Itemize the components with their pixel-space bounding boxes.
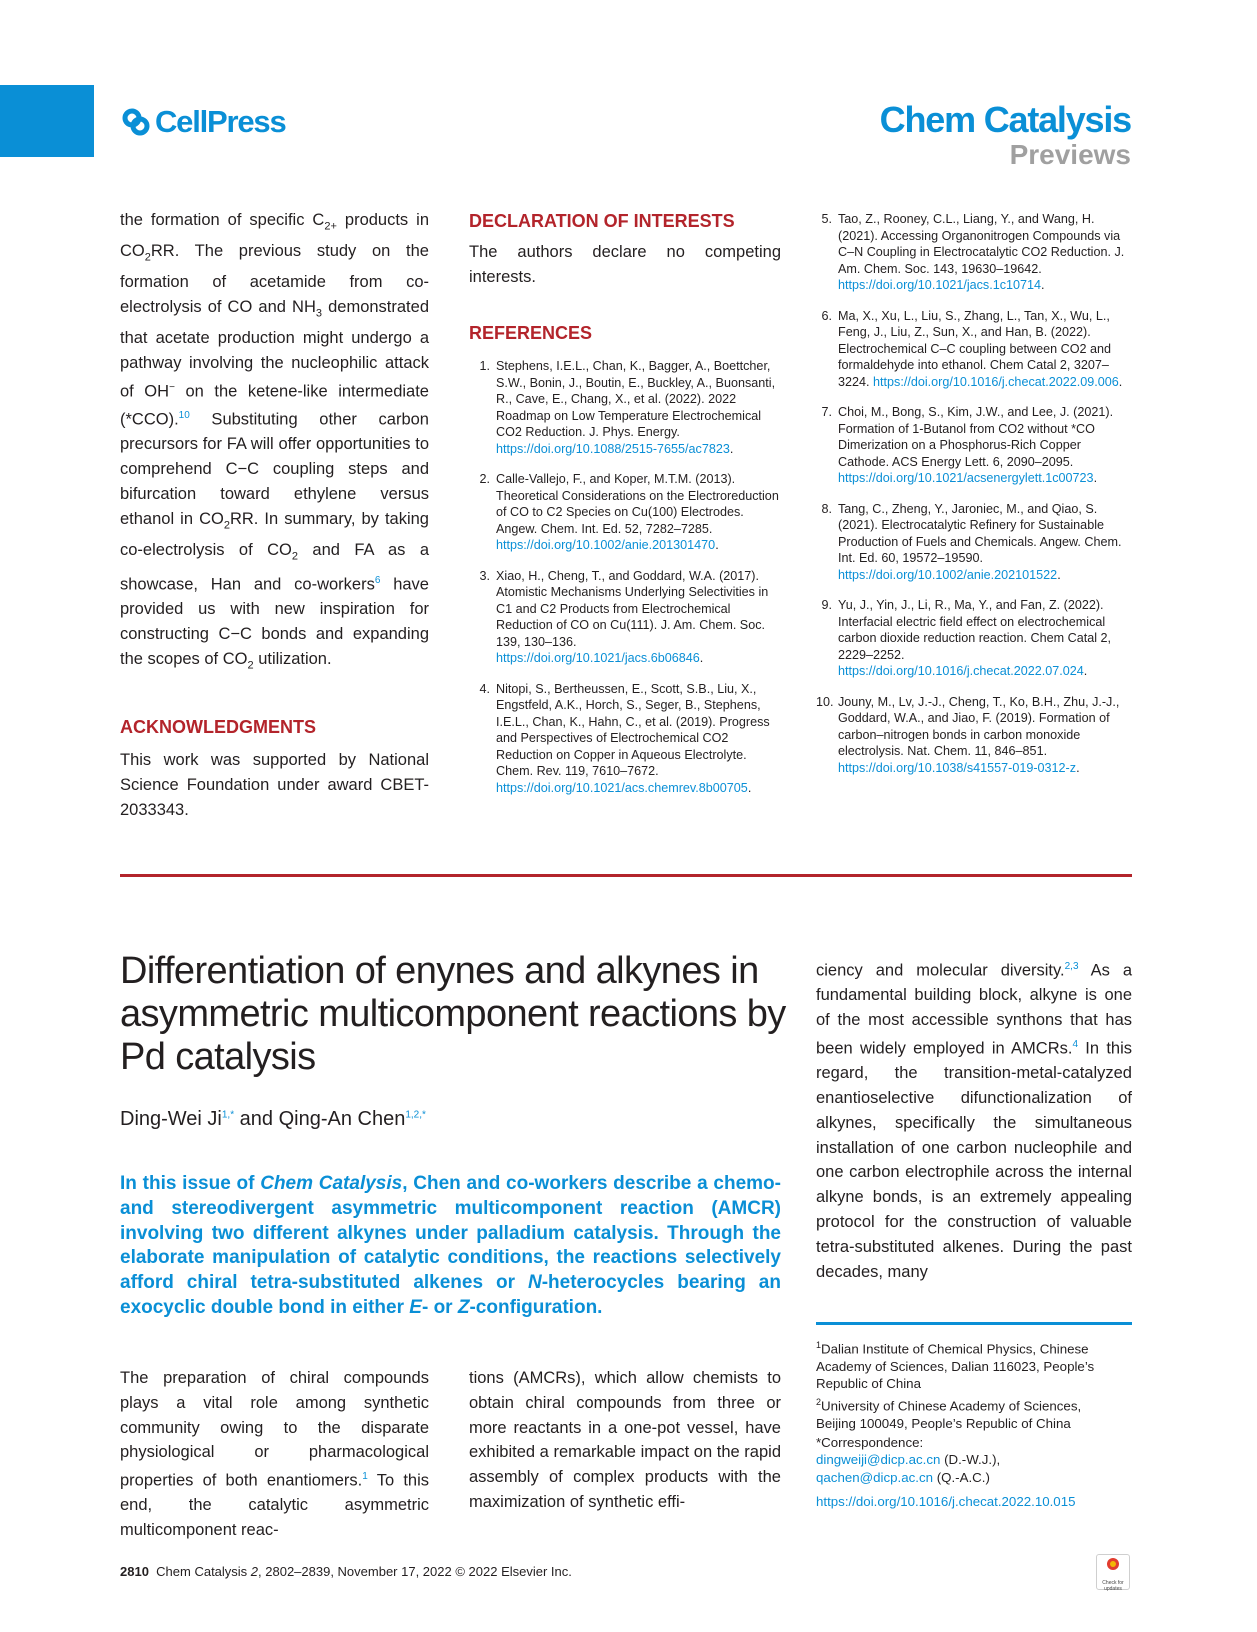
affiliation-link[interactable]: 1,* xyxy=(221,1109,235,1121)
acknowledgments-heading: ACKNOWLEDGMENTS xyxy=(120,717,316,737)
author-name: Ding-Wei Ji xyxy=(120,1108,222,1130)
bookmark-icon xyxy=(1105,1557,1121,1575)
body-col1-paragraph: The preparation of chiral compounds plays a vital role among synthetic community owing to the disparate physiological or pharmacological properties of both enantiomers.$^1$ To this end, the catalytic asymmetric multicomponent reac- xyxy=(120,1369,429,1540)
reference-doi-link[interactable]: https://doi.org/10.1021/acs.chemrev.8b00705 xyxy=(496,780,748,795)
reference-item: 7. Choi, M., Bong, S., Kim, J.W., and Lee, J. (2021). Formation of 1-Butanol from CO2 without *CO Dimerization on a Phosphorus-Rich Copper Cathode. ACS Energy Lett. 6, 2090–2095. https://doi.org/10.1021/acsenergylett.1c00723. xyxy=(816,404,1132,487)
reference-item: 10. Jouny, M., Lv, J.-J., Cheng, T., Ko, B.H., Zhu, J.-J., Goddard, W.A., and Jiao, F. (2019). Formation of carbon–nitrogen bonds in carbon monoxide electrolysis. Nat. Chem. 11, 846–851. https://doi.org/10.1038/s41557-019-0312-z. xyxy=(816,694,1120,775)
brand-color-block xyxy=(0,85,94,157)
reference-number: 2. xyxy=(479,472,490,486)
reference-item: 9. Yu, J., Yin, J., Li, R., Ma, Y., and Fan, Z. (2022). Interfacial electric field effect on electrochemical carbon dioxide reduction reaction. Chem Catal 2, 2229–2252. https://doi.org/10.1016/j.checat.2022.07.024. xyxy=(816,597,1132,680)
reference-list-right xyxy=(816,211,1132,790)
declaration-text: The authors declare no competing interests. xyxy=(469,243,781,286)
reference-number: 8. xyxy=(821,501,832,516)
reference-number: 3. xyxy=(479,568,490,583)
reference-text: Yu, J., Yin, J., Li, R., Ma, Y., and Fan, Z. (2022). Interfacial electric field effect on electrochemical carbon dioxide reduction reaction. Chem Catal 2, 2229–2252. xyxy=(838,598,1112,662)
affiliation-1: $^1$Dalian Institute of Chemical Physics, Chinese Academy of Sciences, Dalian 116023, People’s Republic of China xyxy=(816,1340,1095,1392)
reference-list-left xyxy=(474,358,782,810)
email-link[interactable]: qachen@dicp.ac.cn xyxy=(816,1469,933,1485)
top-col1-paragraph: the formation of specific $C_{2+}$ products in $CO_2RR$. The previous study on the formation of acetamide from co-electrolysis of CO and $NH_3$ demonstrated that acetate production might undergo a pathway involving the nucleophilic attack of OH− on the ketene-like intermediate (*CCO).$^{10}$ Substituting other carbon precursors for FA will offer opportunities to comprehend C−C coupling steps and bifurcation toward ethylene versus ethanol in $CO_2RR$. In summary, by taking co-electrolysis of $CO_2$ and FA as a showcase, Han and co-workers$^6$ have provided us with new inspiration for constructing C−C bonds and expanding the scopes of $CO_2$ utilization. xyxy=(120,211,430,672)
section-divider xyxy=(120,874,1132,877)
reference-text: Stephens, I.E.L., Chan, K., Bagger, A., Boettcher, S.W., Bonin, J., Boutin, E., Buckley, A., Buonsanti, R., Cave, E., Chang, X., et al. (2022). 2022 Roadmap on Low Temperature Electrochemical CO2 Reduction. J. Phys. Energy. xyxy=(496,359,776,439)
page-footer: 2810 Chem Catalysis 2, 2802–2839, November 17, 2022 © 2022 Elsevier Inc. xyxy=(120,1564,572,1579)
abstract: In this issue of Chem Catalysis, Chen and co-workers describe a chemo- and stereodivergent asymmetric multicomponent reaction (AMCR) involving two different alkynes under palladium catalysis. Through the elaborate manipulation of catalytic conditions, the reactions selectively afford chiral tetra-substituted alkenes or N-heterocycles bearing an exocyclic double bond in either E- or Z-configuration. xyxy=(120,1173,781,1318)
publisher-name: CellPress xyxy=(155,104,286,139)
reference-doi-link[interactable]: https://doi.org/10.1038/s41557-019-0312-z xyxy=(838,760,1077,775)
article-title: Differentiation of enynes and alkynes in asymmetric multicomponent reactions by Pd catalysis xyxy=(120,950,786,1078)
reference-item: 4. Nitopi, S., Bertheussen, E., Scott, S.B., Liu, X., Engstfeld, A.K., Horch, S., Seger, B., Stephens, I.E.L., Chan, K., Hahn, C., et al. (2019). Progress and Perspectives of Electrochemical CO2 Reduction on Copper in Aqueous Electrolyte. Chem. Rev. 119, 7610–7672. https://doi.org/10.1021/acs.chemrev.8b00705. xyxy=(474,681,782,797)
reference-number: 4. xyxy=(479,681,490,696)
journal-masthead xyxy=(880,100,1131,170)
reference-doi-link[interactable]: https://doi.org/10.1016/j.checat.2022.07.024 xyxy=(838,664,1084,678)
references-heading: REFERENCES xyxy=(469,323,593,343)
correspondence-label: *Correspondence: xyxy=(816,1435,924,1450)
reference-doi-link[interactable]: https://doi.org/10.1002/anie.201301470 xyxy=(496,538,716,552)
citation-link[interactable]: 6 xyxy=(374,574,381,586)
page-number: 2810 xyxy=(120,1564,149,1579)
reference-number: 9. xyxy=(821,598,832,612)
reference-item: 6. Ma, X., Xu, L., Liu, S., Zhang, L., Tan, X., Wu, L., Feng, J., Liu, Z., Sun, X., and Han, B. (2022). Electrochemical C–C coupling between CO2 and formaldehyde into ethanol. Chem Catal 2, 3207–3224. https://doi.org/10.1016/j.checat.2022.09.006. xyxy=(816,308,1132,391)
citation-link[interactable]: 4 xyxy=(1072,1038,1079,1050)
citation-link[interactable]: 10 xyxy=(178,409,190,421)
article-doi-link[interactable]: https://doi.org/10.1016/j.checat.2022.10.015 xyxy=(816,1494,1076,1509)
reference-number: 10. xyxy=(816,694,834,709)
correspondence: *Correspondence: dingweiji@dicp.ac.cn (D.-W.J.), qachen@dicp.ac.cn (Q.-A.C.) xyxy=(816,1434,1116,1486)
reference-number: 6. xyxy=(821,308,832,323)
affiliation-link[interactable]: 1,2,* xyxy=(405,1109,426,1121)
reference-doi-link[interactable]: https://doi.org/10.1021/jacs.1c10714 xyxy=(838,278,1042,292)
reference-number: 1. xyxy=(479,359,490,373)
reference-doi-link[interactable]: https://doi.org/10.1088/2515-7655/ac7823 xyxy=(496,441,730,456)
body-col3-paragraph: ciency and molecular diversity.$^{2,3}$ As a fundamental building block, alkyne is one of the most accessible synthons that has been widely employed in AMCRs.$^4$ In this regard, the transition-metal-catalyzed enantioselective difunctionalization of alkynes, specifically the simultaneous installation of one carbon nucleophile and one carbon electrophile across the internal alkyne bonds, is an extremely appealing protocol for the construction of valuable tetra-substituted alkenes. During the past decades, many xyxy=(816,961,1132,1281)
journal-title: Chem Catalysis xyxy=(879,99,1131,140)
reference-item: 8. Tang, C., Zheng, Y., Jaroniec, M., and Qiao, S. (2021). Electrocatalytic Refinery for Sustainable Production of Fuels and Chemicals. Angew. Chem. Int. Ed. 60, 19572–19590. https://doi.org/10.1002/anie.202101522. xyxy=(816,501,1132,584)
email-link[interactable]: dingweiji@dicp.ac.cn xyxy=(816,1452,941,1468)
check-for-updates-badge[interactable]: Check for updates xyxy=(1096,1554,1130,1590)
citation-link[interactable]: 1 xyxy=(362,1471,368,1483)
body-col2-paragraph: tions (AMCRs), which allow chemists to obtain chiral compounds from three or more reactants in a one-pot vessel, have exhibited a remarkable impact on the rapid assembly of complex products with the maximization of synthetic effi- xyxy=(469,1369,781,1511)
reference-item: 3. Xiao, H., Cheng, T., and Goddard, W.A. (2017). Atomistic Mechanisms Underlying Selectivities in C1 and C2 Products from Electrochemical Reduction of CO on Cu(111). J. Am. Chem. Soc. 139, 130–136. https://doi.org/10.1021/jacs.6b06846. xyxy=(474,568,782,667)
affiliation-2: $^2$University of Chinese Academy of Sciences, Beijing 100049, People’s Republic of China xyxy=(816,1397,1082,1431)
reference-doi-link[interactable]: https://doi.org/10.1002/anie.202101522 xyxy=(838,567,1058,582)
reference-item: 5. Tao, Z., Rooney, C.L., Liang, Y., and Wang, H. (2021). Accessing Organonitrogen Compounds via C–N Coupling in Electrocatalytic CO2 Reduction. J. Am. Chem. Soc. 143, 19630–19642. https://doi.org/10.1021/jacs.1c10714. xyxy=(816,211,1132,294)
reference-text: Ma, X., Xu, L., Liu, S., Zhang, L., Tan, X., Wu, L., Feng, J., Liu, Z., Sun, X., and Han, B. (2022). Electrochemical C–C coupling between CO2 and formaldehyde into ethanol. Chem Catal 2, 3207–3224. xyxy=(838,308,1112,389)
reference-text: Tao, Z., Rooney, C.L., Liang, Y., and Wang, H. (2021). Accessing Organonitrogen Compounds via C–N Coupling in Electrocatalytic CO2 Reduction. J. Am. Chem. Soc. 143, 19630–19642. xyxy=(838,212,1125,276)
reference-doi-link[interactable]: https://doi.org/10.1021/acsenergylett.1c00723 xyxy=(838,471,1094,485)
reference-number: 5. xyxy=(821,212,832,226)
reference-text: Nitopi, S., Bertheussen, E., Scott, S.B., Liu, X., Engstfeld, A.K., Horch, S., Seger, B., Stephens, I.E.L., Chan, K., Hahn, C., et al. (2019). Progress and Perspectives of Electrochemical CO2 Reduction on Copper in Aqueous Electrolyte. Chem. Rev. 119, 7610–7672. xyxy=(496,681,770,778)
section-label: Previews xyxy=(1009,139,1131,170)
cellpress-logo[interactable] xyxy=(121,104,286,140)
affiliation-divider xyxy=(816,1322,1132,1325)
reference-text: Xiao, H., Cheng, T., and Goddard, W.A. (2017). Atomistic Mechanisms Underlying Selectivities in C1 and C2 Products from Electrochemical Reduction of CO on Cu(111). J. Am. Chem. Soc. 139, 130–136. xyxy=(496,568,769,649)
citation-link[interactable]: 2,3 xyxy=(1064,961,1079,972)
acknowledgments-text: This work was supported by National Science Foundation under award CBET-2033343. xyxy=(120,751,429,819)
reference-item: 1. Stephens, I.E.L., Chan, K., Bagger, A., Boettcher, S.W., Bonin, J., Boutin, E., Buckley, A., Buonsanti, R., Cave, E., Chang, X., et al. (2022). 2022 Roadmap on Low Temperature Electrochemical CO2 Reduction. J. Phys. Energy. https://doi.org/10.1088/2515-7655/ac7823. xyxy=(474,358,782,457)
author-line: Ding-Wei $Ji^{1,*}$ and Qing-An Chen$^{1,2,*}$ xyxy=(120,1108,426,1130)
reference-text: Choi, M., Bong, S., Kim, J.W., and Lee, J. (2021). Formation of 1-Butanol from CO2 without *CO Dimerization on a Phosphorus-Rich Copper Cathode. ACS Energy Lett. 6, 2090–2095. xyxy=(838,405,1114,469)
reference-text: Calle-Vallejo, F., and Koper, M.T.M. (2013). Theoretical Considerations on the Electroreduction of CO to C2 Species on Cu(100) Electrodes. Angew. Chem. Int. Ed. 52, 7282–7285. xyxy=(496,472,779,536)
reference-number: 7. xyxy=(821,405,832,419)
reference-doi-link[interactable]: https://doi.org/10.1016/j.checat.2022.09.006 xyxy=(873,374,1119,389)
cellpress-icon xyxy=(121,107,151,137)
reference-item: 2. Calle-Vallejo, F., and Koper, M.T.M. (2013). Theoretical Considerations on the Electroreduction of CO to C2 Species on Cu(100) Electrodes. Angew. Chem. Int. Ed. 52, 7282–7285. https://doi.org/10.1002/anie.201301470. xyxy=(474,471,782,554)
declaration-heading: DECLARATION OF INTERESTS xyxy=(469,211,735,231)
reference-doi-link[interactable]: https://doi.org/10.1021/jacs.6b06846 xyxy=(496,651,700,665)
reference-text: Jouny, M., Lv, J.-J., Cheng, T., Ko, B.H., Zhu, J.-J., Goddard, W.A., and Jiao, F. (2019). Formation of carbon–nitrogen bonds in carbon monoxide electrolysis. Nat. Chem. 11, 846–851. xyxy=(838,694,1120,758)
reference-text: Tang, C., Zheng, Y., Jaroniec, M., and Qiao, S. (2021). Electrocatalytic Refinery for Sustainable Production of Fuels and Chemicals. Angew. Chem. Int. Ed. 60, 19572–19590. xyxy=(838,501,1122,565)
author-name: Qing-An Chen xyxy=(278,1108,406,1130)
